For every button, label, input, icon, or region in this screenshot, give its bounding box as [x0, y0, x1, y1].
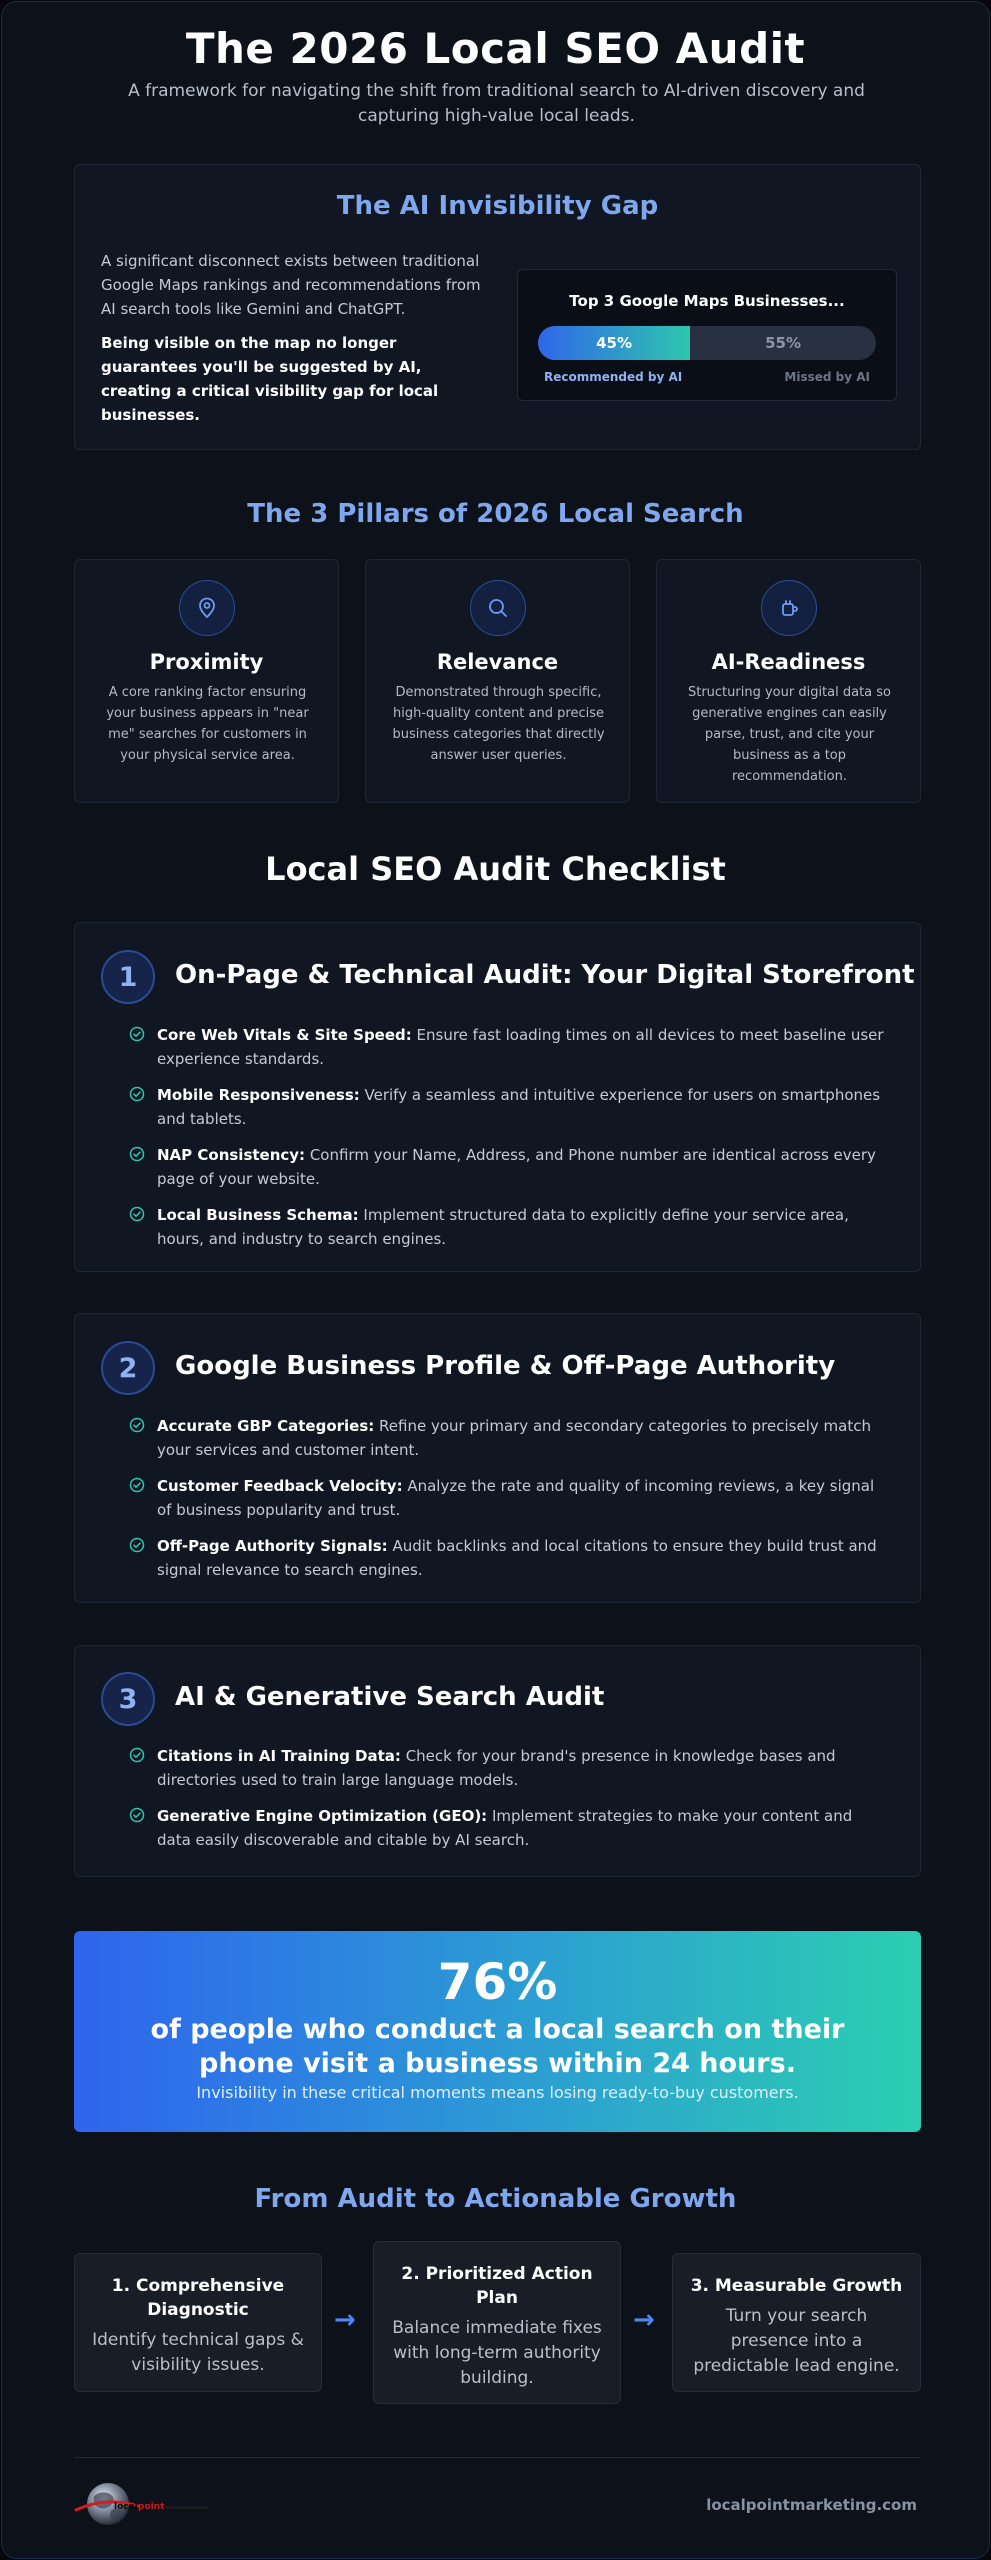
- item-label: Off-Page Authority Signals:: [157, 1537, 388, 1555]
- section-number-badge: 2: [101, 1341, 155, 1395]
- item-text: Implement structured data to explicitly define your service area, hours, and industry to search engines.: [157, 1206, 849, 1248]
- pillar-description: Demonstrated through specific, high-quality content and precise business categories that directly answer user queries.: [392, 685, 605, 763]
- recommended-segment: 45%: [538, 326, 690, 360]
- infographic: [1, 1, 990, 2559]
- step-description: Balance immediate fixes with long-term authority building.: [392, 2318, 602, 2388]
- bar-title: Top 3 Google Maps Businesses...: [569, 292, 845, 310]
- recommended-caption: Recommended by AI: [544, 370, 683, 384]
- step-title: 2. Prioritized Action Plan: [401, 2264, 593, 2308]
- svg-text:point: point: [138, 2502, 165, 2512]
- check-circle-icon: [129, 1206, 145, 1222]
- pillar-description: Structuring your digital data so generative engines can easily parse, trust, and cite your business as a top recommendation.: [687, 685, 892, 784]
- growth-step-3: [672, 2253, 921, 2392]
- checklist-section-1: [74, 922, 921, 1272]
- page-subtitle: A framework for navigating the shift from traditional search to AI-driven discovery and capturing high-value local leads.: [128, 81, 865, 126]
- item-text: Audit backlinks and local citations to ensure they build trust and signal relevance to search engines.: [157, 1537, 877, 1579]
- checklist-section-2: [74, 1313, 921, 1603]
- item-label: Local Business Schema:: [157, 1206, 359, 1224]
- plug-icon: [761, 580, 817, 636]
- item-label: Customer Feedback Velocity:: [157, 1477, 403, 1495]
- pillar-name: AI-Readiness: [711, 650, 866, 674]
- growth-step-2: [373, 2241, 621, 2404]
- check-circle-icon: [129, 1747, 145, 1763]
- pillar-card-ai-readiness: [656, 559, 921, 803]
- item-text: Ensure fast loading times on all devices to meet baseline user experience standards.: [157, 1026, 884, 1068]
- pillar-name: Proximity: [149, 650, 264, 674]
- section-title: AI & Generative Search Audit: [175, 1682, 605, 1712]
- pillar-name: Relevance: [436, 650, 559, 674]
- arrow-right-icon: →: [633, 2305, 655, 2335]
- svg-text:local: local: [114, 2502, 138, 2512]
- section-title: On-Page & Technical Audit: Your Digital Storefront: [175, 960, 915, 990]
- gap-description: A significant disconnect exists between traditional Google Maps rankings and recommendations from AI search tools like Gemini and ChatGPT.: [101, 252, 481, 318]
- search-icon: [470, 580, 526, 636]
- gap-emphasis: Being visible on the map no longer guarantees you'll be suggested by AI, creating a critical visibility gap for local businesses.: [101, 334, 439, 424]
- item-text: Refine your primary and secondary categories to precisely match your services and customer intent.: [157, 1417, 871, 1459]
- step-title: 3. Measurable Growth: [690, 2276, 903, 2296]
- missed-segment: 55%: [765, 334, 801, 352]
- visibility-bar-panel: [517, 269, 897, 401]
- check-circle-icon: [129, 1086, 145, 1102]
- pillars-title: The 3 Pillars of 2026 Local Search: [247, 499, 744, 529]
- item-text: Confirm your Name, Address, and Phone number are identical across every page of your website.: [157, 1146, 876, 1188]
- item-label: Mobile Responsiveness:: [157, 1086, 360, 1104]
- missed-caption: Missed by AI: [784, 370, 870, 384]
- item-label: Accurate GBP Categories:: [157, 1417, 375, 1435]
- arrow-right-icon: →: [334, 2305, 356, 2335]
- item-text: Verify a seamless and intuitive experience for users on smartphones and tablets.: [157, 1086, 881, 1128]
- page-title: The 2026 Local SEO Audit: [185, 24, 806, 73]
- pillar-card-relevance: [365, 559, 630, 803]
- item-text: Implement strategies to make your content and data easily discoverable and citable by AI search.: [157, 1807, 853, 1849]
- check-circle-icon: [129, 1417, 145, 1433]
- item-text: Analyze the rate and quality of incoming reviews, a key signal of business popularity and trust.: [157, 1477, 875, 1519]
- check-circle-icon: [129, 1146, 145, 1162]
- check-circle-icon: [129, 1477, 145, 1493]
- stat-text: of people who conduct a local search on their phone visit a business within 24 hours.: [150, 2014, 845, 2079]
- checklist-section-3: [74, 1645, 921, 1877]
- map-pin-icon: [179, 580, 235, 636]
- checklist-title: Local SEO Audit Checklist: [265, 850, 726, 888]
- section-number-badge: 1: [101, 950, 155, 1004]
- visibility-progress-bar: [538, 326, 876, 360]
- growth-step-1: [74, 2253, 322, 2392]
- growth-title: From Audit to Actionable Growth: [254, 2184, 737, 2214]
- step-description: Turn your search presence into a predictable lead engine.: [693, 2306, 900, 2376]
- pillar-description: A core ranking factor ensuring your business appears in "near me" searches for customers in your physical service area.: [106, 685, 309, 763]
- footer-divider: [74, 2457, 921, 2458]
- stat-subtext: Invisibility in these critical moments means losing ready-to-buy customers.: [196, 2083, 799, 2102]
- check-circle-icon: [129, 1537, 145, 1553]
- invisibility-gap-card: [74, 164, 921, 450]
- item-label: Generative Engine Optimization (GEO):: [157, 1807, 488, 1825]
- statistic-banner: [74, 1931, 921, 2132]
- pillar-card-proximity: [74, 559, 339, 803]
- step-description: Identify technical gaps & visibility issues.: [92, 2330, 304, 2375]
- item-label: NAP Consistency:: [157, 1146, 306, 1164]
- gap-title: The AI Invisibility Gap: [336, 191, 659, 221]
- step-title: 1. Comprehensive Diagnostic: [111, 2276, 285, 2320]
- company-logo: [74, 2482, 224, 2528]
- check-circle-icon: [129, 1026, 145, 1042]
- stat-number: 76%: [437, 1953, 558, 2011]
- section-title: Google Business Profile & Off-Page Authority: [175, 1351, 836, 1381]
- item-label: Citations in AI Training Data:: [157, 1747, 401, 1765]
- item-label: Core Web Vitals & Site Speed:: [157, 1026, 412, 1044]
- section-number-badge: 3: [101, 1672, 155, 1726]
- footer-website-link[interactable]: localpointmarketing.com: [706, 2496, 917, 2514]
- item-text: Check for your brand's presence in knowledge bases and directories used to train large language models.: [157, 1747, 836, 1789]
- check-circle-icon: [129, 1807, 145, 1823]
